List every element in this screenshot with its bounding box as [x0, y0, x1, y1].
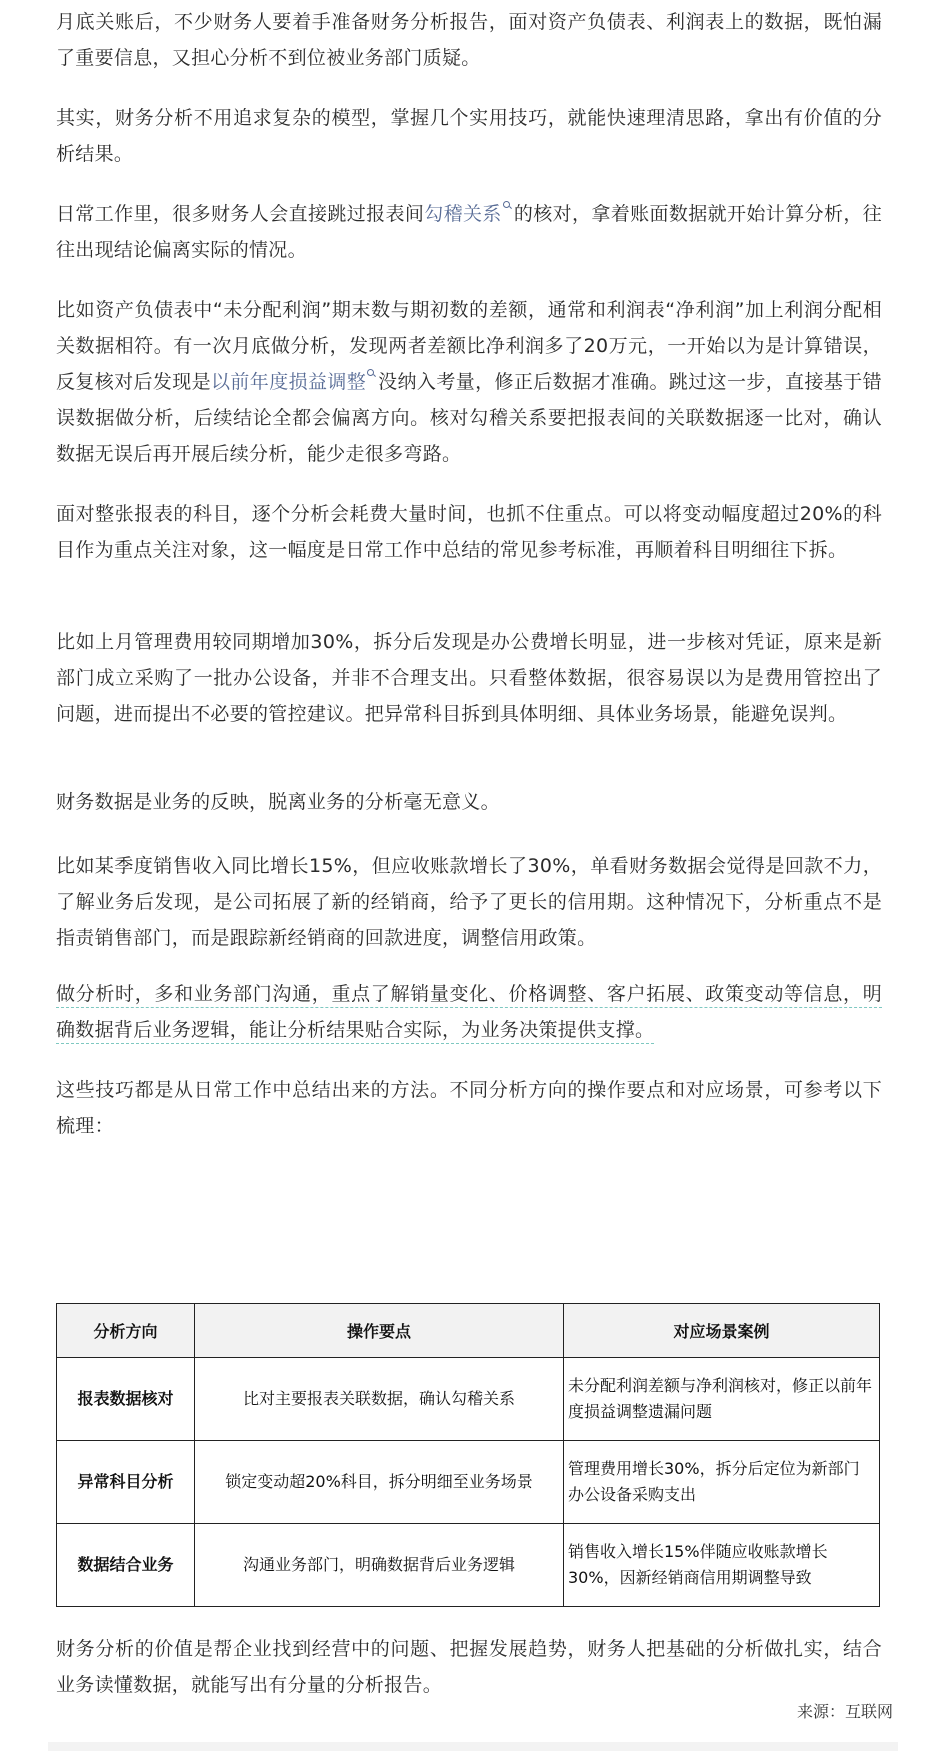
paragraph-table-intro: 这些技巧都是从日常工作中总结出来的方法。不同分析方向的操作要点和对应场景，可参考以下梳理：: [56, 1079, 882, 1137]
table-cell: 比对主要报表关联数据，确认勾稽关系: [195, 1358, 564, 1441]
table-row: [57, 1358, 880, 1441]
paragraph-overview: 其实，财务分析不用追求复杂的模型，掌握几个实用技巧，就能快速理清思路，拿出有价值的分析结果。: [56, 107, 882, 165]
footer-divider: [48, 1742, 898, 1751]
table-cell: 异常科目分析: [57, 1441, 195, 1524]
paragraph-business-link: 财务数据是业务的反映，脱离业务的分析毫无意义。: [56, 791, 500, 813]
search-icon[interactable]: [503, 201, 512, 210]
column-header: 对应场景案例: [564, 1304, 880, 1358]
table-row: [57, 1441, 880, 1524]
paragraph-expense-example: 比如上月管理费用较同期增加30%，拆分后发现是办公费增长明显，进一步核对凭证，原来是新部门成立采购了一批办公设备，并非不合理支出。只看整体数据，很容易误以为是费用管控出了问题，进而提出不必要的管控建议。把异常科目拆到具体明细、具体业务场景，能避免误判。: [56, 631, 882, 725]
column-header: 操作要点: [195, 1304, 564, 1358]
table-cell: 报表数据核对: [57, 1358, 195, 1441]
paragraph-communication: [56, 976, 882, 1048]
table-header-row: [57, 1304, 880, 1358]
paragraph-text: 比如资产负债表中“未分配利润”期末数与期初数的差额，通常和利润表“净利润”加上利润分配相关数据相符。有一次月底做分析，发现两者差额比净利润多了20万元，一开始以为是计算错误，反复核对后发现是: [56, 299, 882, 393]
column-header: 分析方向: [57, 1304, 195, 1358]
search-icon[interactable]: [367, 369, 376, 378]
keyword-link-prior-year-adjustment[interactable]: 以前年度损益调整: [211, 371, 367, 393]
table-cell: 锁定变动超20%科目，拆分明细至业务场景: [195, 1441, 564, 1524]
paragraph-focus-items: 面对整张报表的科目，逐个分析会耗费大量时间，也抓不住重点。可以将变动幅度超过20%的科目作为重点关注对象，这一幅度是日常工作中总结的常见参考标准，再顺着科目明细往下拆。: [56, 503, 882, 561]
paragraph-reconciliation: [56, 196, 882, 268]
paragraph-intro: 月底关账后，不少财务人要着手准备财务分析报告，面对资产负债表、利润表上的数据，既怕漏了重要信息，又担心分析不到位被业务部门质疑。: [56, 11, 882, 69]
paragraph-text: 没纳入考量，修正后数据才准确。跳过这一步，直接基于错误数据做分析，后续结论全都会偏离方向。核对勾稽关系要把报表间的关联数据逐一比对，确认数据无误后再开展后续分析，能少走很多弯路。: [56, 371, 882, 465]
paragraph-sales-example: 比如某季度销售收入同比增长15%，但应收账款增长了30%，单看财务数据会觉得是回款不力，了解业务后发现，是公司拓展了新的经销商，给予了更长的信用期。这种情况下，分析重点不是指责销售部门，而是跟踪新经销商的回款进度，调整信用政策。: [56, 855, 882, 949]
paragraph-conclusion: 财务分析的价值是帮企业找到经营中的问题、把握发展趋势，财务人把基础的分析做扎实，结合业务读懂数据，就能写出有分量的分析报告。: [56, 1638, 882, 1696]
table-row: [57, 1524, 880, 1607]
table-cell: 销售收入增长15%伴随应收账款增长30%，因新经销商信用期调整导致: [564, 1524, 880, 1607]
table-cell: 管理费用增长30%，拆分后定位为新部门办公设备采购支出: [564, 1441, 880, 1524]
source-attribution: 来源：互联网: [796, 1702, 893, 1721]
paragraph-text: 日常工作里，很多财务人会直接跳过报表间: [56, 203, 425, 225]
highlighted-text: 做分析时，多和业务部门沟通，重点了解销量变化、价格调整、客户拓展、政策变动等信息，明确数据背后业务逻辑，能让分析结果贴合实际，为业务决策提供支撑。: [56, 983, 882, 1044]
keyword-link-reconciliation[interactable]: 勾稽关系: [424, 203, 502, 225]
paragraph-text: 的核对，拿着账面数据就开始计算分析，往往出现结论偏离实际的情况。: [56, 203, 883, 261]
table-cell: 未分配利润差额与净利润核对，修正以前年度损益调整遗漏问题: [564, 1358, 880, 1441]
summary-table: [56, 1303, 880, 1607]
table-cell: 数据结合业务: [57, 1524, 195, 1607]
paragraph-reconciliation-example: [56, 292, 882, 472]
table-cell: 沟通业务部门，明确数据背后业务逻辑: [195, 1524, 564, 1607]
